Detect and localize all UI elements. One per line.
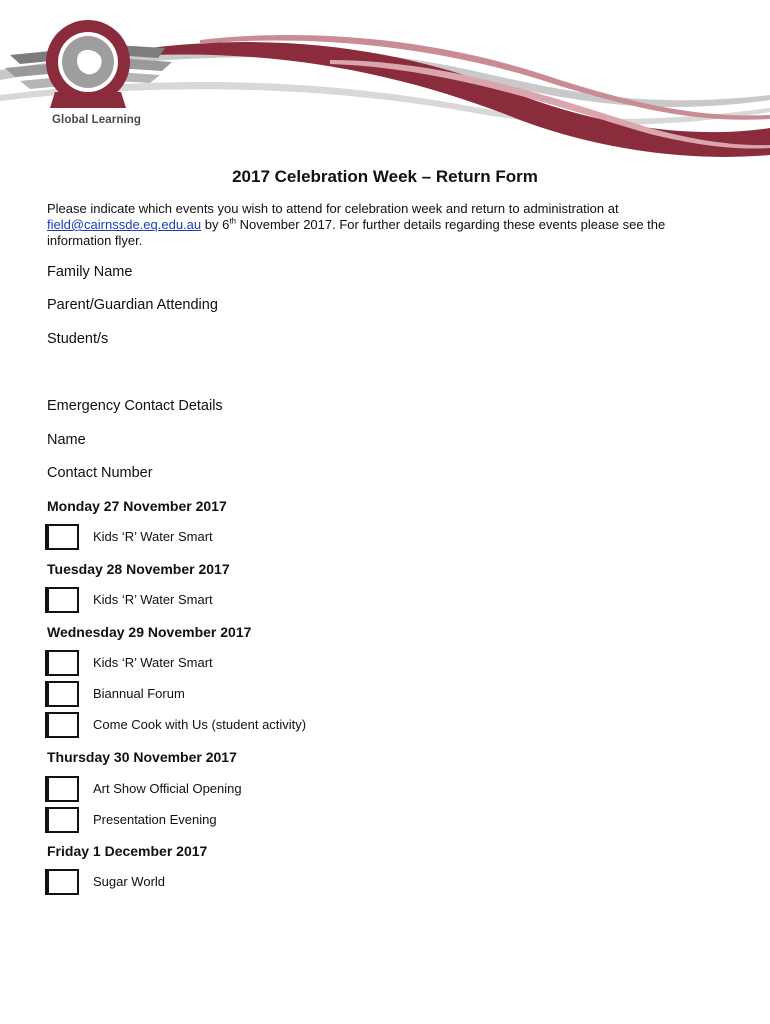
intro-paragraph [47, 201, 727, 249]
event-checkbox[interactable] [45, 587, 79, 613]
family-name-label: Family Name [47, 264, 133, 280]
emergency-contact-label: Emergency Contact Details [47, 398, 223, 414]
form-title: 2017 Celebration Week – Return Form [232, 167, 538, 186]
event-label: Sugar World [93, 874, 166, 889]
event-label: Biannual Forum [93, 686, 185, 701]
event-checkbox[interactable] [45, 712, 79, 738]
day-heading-wednesday: Wednesday 29 November 2017 [47, 624, 252, 640]
day-heading-monday: Monday 27 November 2017 [47, 498, 227, 514]
intro-superscript: th [229, 216, 236, 226]
event-checkbox[interactable] [45, 650, 79, 676]
day-heading-friday: Friday 1 December 2017 [47, 843, 208, 859]
event-checkbox[interactable] [45, 807, 79, 833]
intro-text-before: Please indicate which events you wish to attend for celebration week and return to administration at [47, 201, 619, 216]
day-heading-thursday: Thursday 30 November 2017 [47, 749, 237, 765]
intro-text-by: by 6 [201, 217, 230, 232]
event-label: Kids ‘R’ Water Smart [93, 655, 213, 670]
event-checkbox[interactable] [45, 869, 79, 895]
event-checkbox[interactable] [45, 524, 79, 550]
event-checkbox[interactable] [45, 776, 79, 802]
logo-tagline: Global Learning [52, 114, 142, 126]
event-label: Kids ‘R’ Water Smart [93, 592, 213, 607]
intro-text-after: November 2017. For further details regarding these events please see the information flyer. [47, 217, 666, 248]
contact-number-label: Contact Number [47, 465, 153, 481]
event-label: Come Cook with Us (student activity) [93, 717, 307, 732]
day-heading-tuesday: Tuesday 28 November 2017 [47, 561, 230, 577]
letterhead [0, 0, 770, 160]
email-link[interactable]: field@cairnssde.eq.edu.au [47, 217, 202, 232]
students-label: Student/s [47, 331, 109, 347]
event-checkbox[interactable] [45, 681, 79, 707]
letterhead-swoosh-graphic [0, 0, 770, 160]
event-label: Art Show Official Opening [93, 781, 242, 796]
event-label: Kids ‘R’ Water Smart [93, 529, 213, 544]
parent-guardian-label: Parent/Guardian Attending [47, 297, 218, 313]
event-label: Presentation Evening [93, 812, 217, 827]
emergency-name-label: Name [47, 432, 86, 448]
